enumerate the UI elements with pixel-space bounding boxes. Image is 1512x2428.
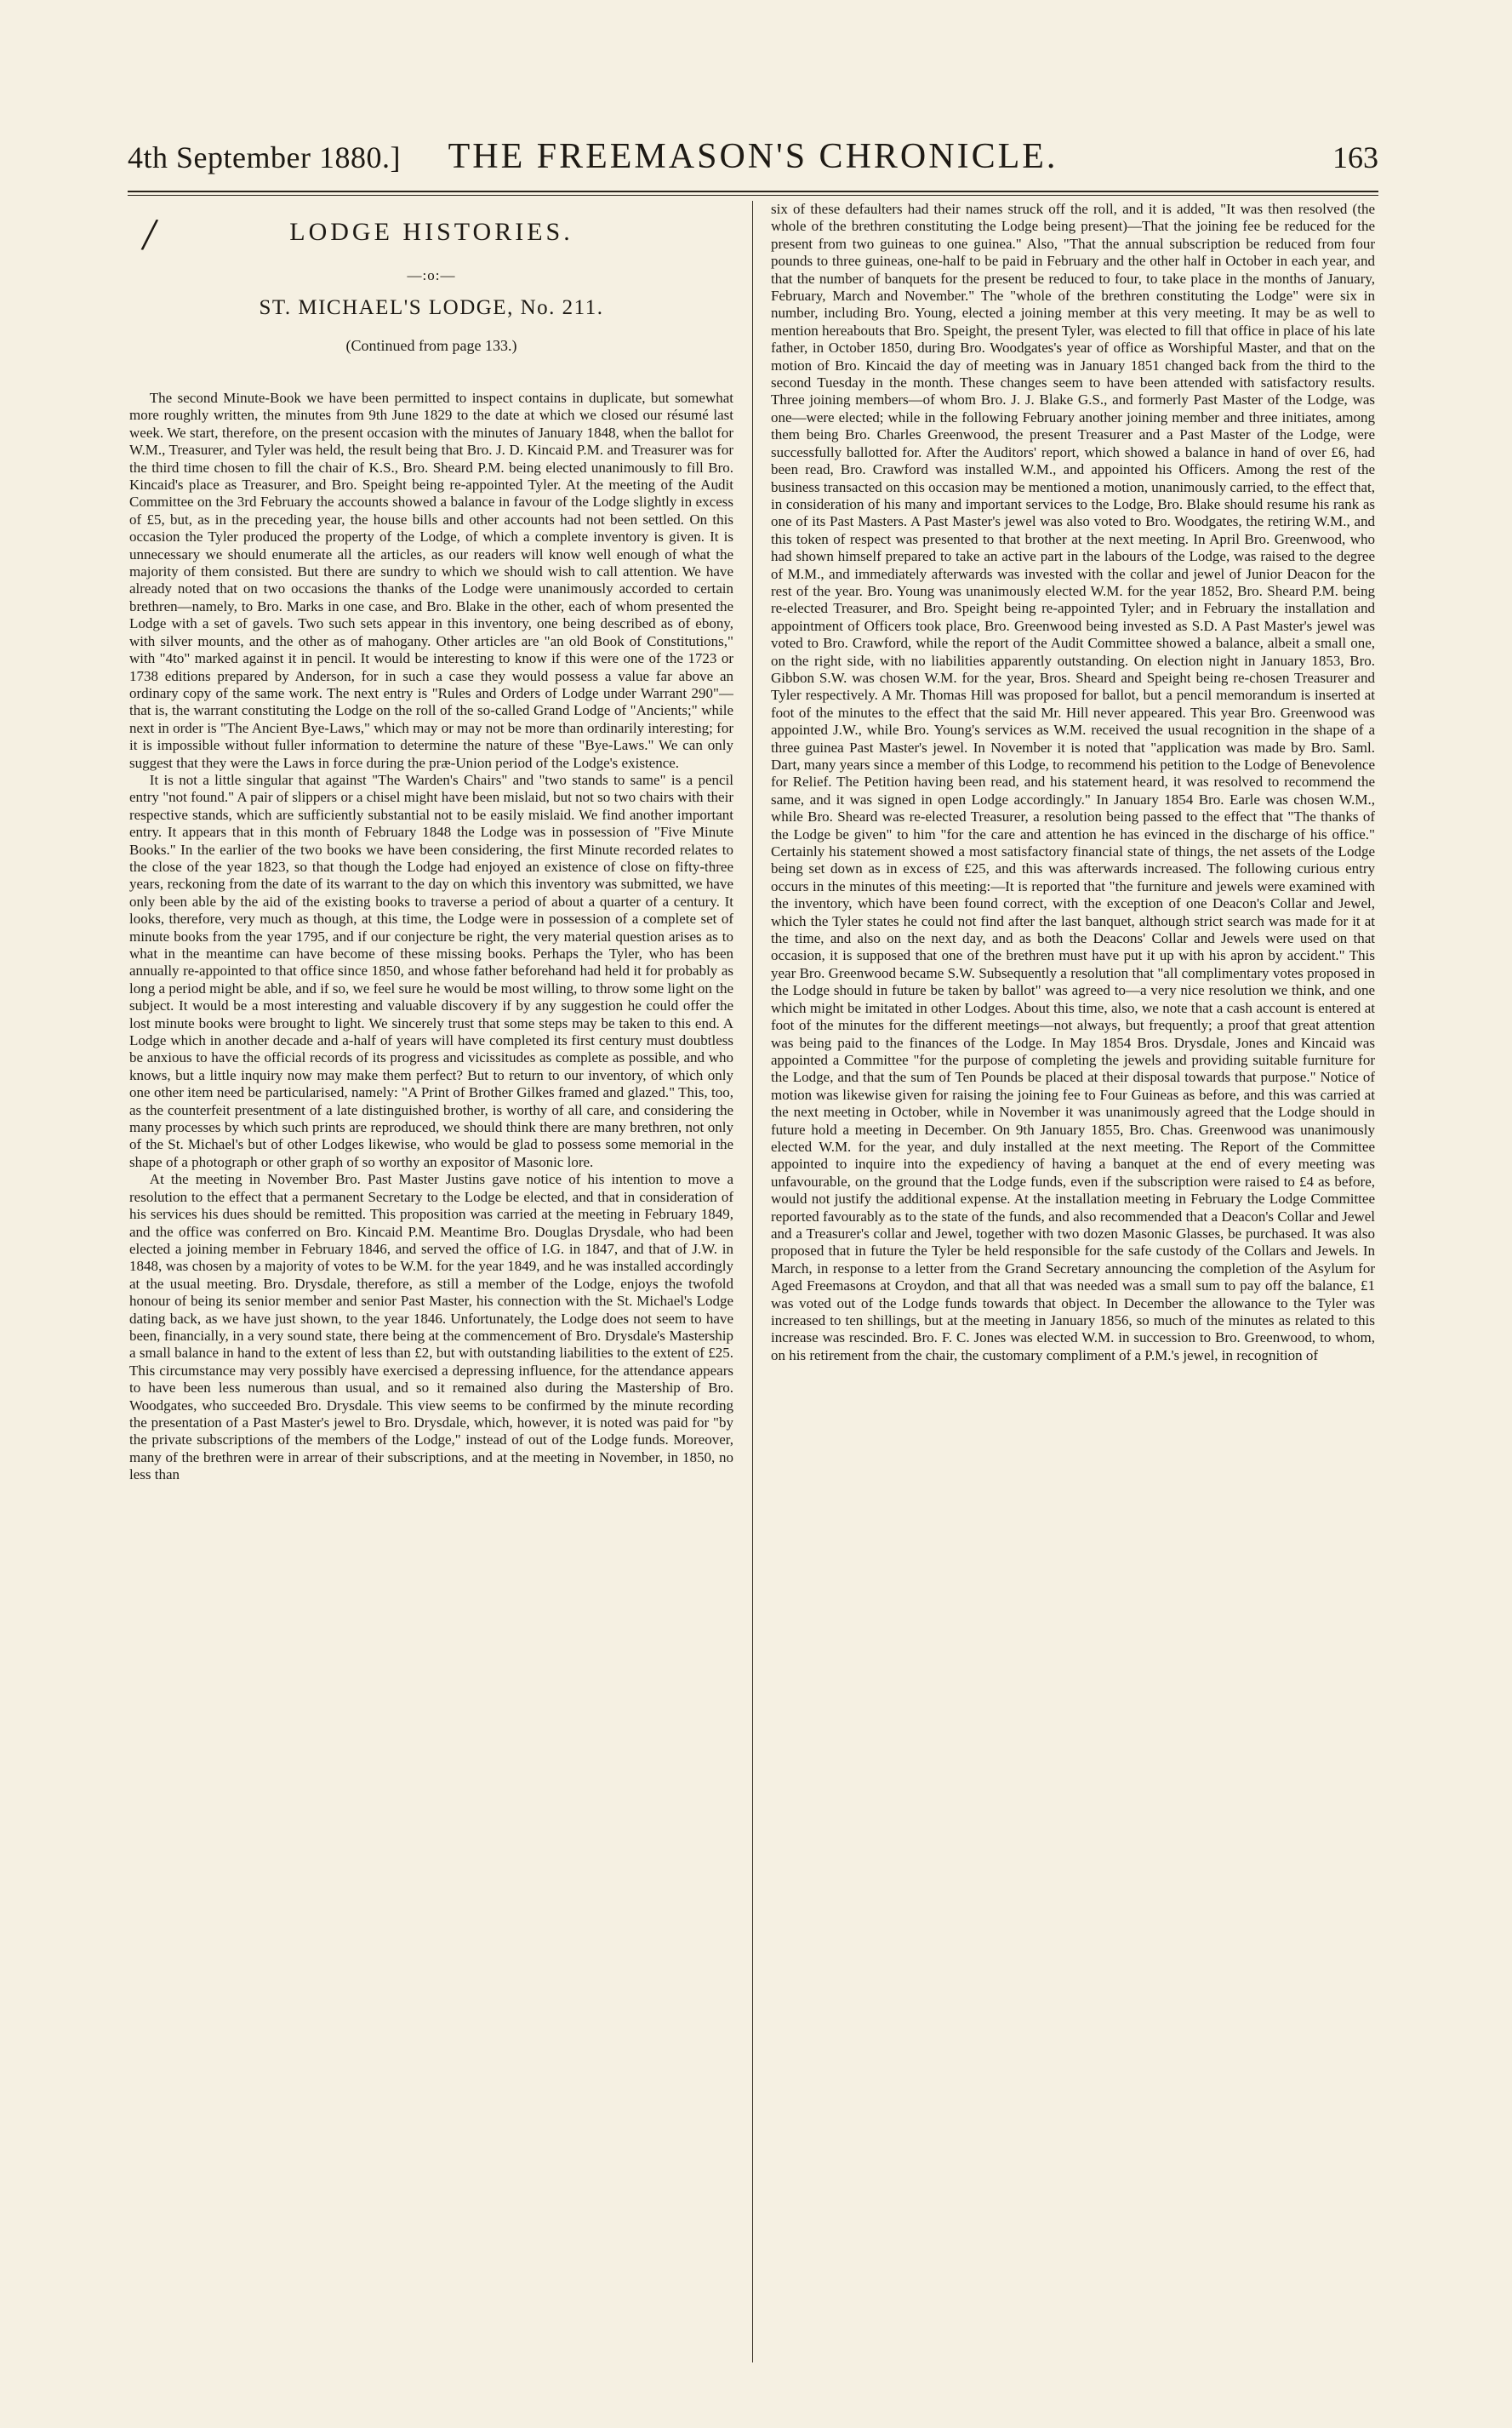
continued-note: (Continued from page 133.)	[345, 337, 517, 354]
article-heading	[129, 201, 733, 390]
issue-date: 4th September 1880.]	[128, 140, 401, 174]
masthead-rule	[128, 191, 1378, 192]
article-title: ST. MICHAEL'S LODGE, No. 211.	[259, 296, 604, 319]
handwritten-slash-mark: /	[139, 208, 160, 262]
page-number: 163	[1332, 140, 1378, 174]
section-separator: —:o:—	[407, 267, 456, 283]
paragraph: It is not a little singular that against "The Warden's Chairs" and "two stands to same" is a pencil entry "not found." A pair of slippers or a chisel might have been mislaid, but not so two chairs with their respective stands, which are sufficiently substantial not to be easily mislaid. We find another important entry. It appears that in this month of February 1848 the Lodge was in possession of "Five Minute Books." In the earlier of the two books we have been considering, the first Minute recorded relates to the close of the year 1823, so that though the Lodge had enjoyed an existence of close on fifty-three years, reckoning from the date of its warrant to the day on which this inventory was submitted, we have only been able by the aid of the existing books to traverse a period of about a quarter of a century. It looks, therefore, very much as though, at this time, the Lodge were in possession of a complete set of minute books from the year 1795, and if our conjecture be right, the very material question arises as to what in the meantime can have become of these missing books. Perhaps the Tyler, who has been annually re-appointed to that office since 1850, and whose father beforehand had held it for probably as long a period might be able, and if so, we feel sure he would be most willing, to throw some light on the subject. It would be a most interesting and valuable discovery if by any suggestion he could offer the lost minute books were brought to light. We sincerely trust that some steps may be taken to this end. A Lodge which in another decade and a-half of years will have completed its first century must doubtless be anxious to have the official records of its progress and vicissitudes as complete as possible, and who knows, but a little inquiry now may make them perfect? But to return to our inventory, of which only one other item need be particularised, namely: "A Print of Brother Gilkes framed and glazed." This, too, as the counterfeit presentment of a late distinguished brother, is worthy of all care, and considering the many processes by which such prints are reproduced, we should think there are many brethren, not only of the St. Michael's but of other Lodges likewise, who would be glad to possess some memorial in the shape of a photograph or other graph of so worthy an expositor of Masonic lore.	[129, 771, 733, 1170]
column-divider	[752, 201, 753, 2362]
paragraph: six of these defaulters had their names struck off the roll, and it is added, "It was then resolved (the whole of the brethren constituting the Lodge being present)—That the joining fee be reduced for the present from two guineas to one guinea." Also, "That the annual subscription be reduced from four pounds to three guineas, one-half to be paid in February and the other half in October in each year, and that the number of banquets for the present be reduced to four, to take place in the months of January, February, March and November." The "whole of the brethren constituting the Lodge" were six in number, including Bro. Young, elected a joining member at this very meeting. It may be as well to mention hereabouts that Bro. Speight, the present Tyler, was elected to fill that office in place of his late father, in October 1850, during Bro. Woodgates's year of office as Worshipful Master, and that on the motion of Bro. Kincaid the day of meeting was in January 1851 changed back from the third to the second Tuesday in the month. These changes seem to have been attended with satisfactory results. Three joining members—of whom Bro. J. J. Blake G.S., and formerly Past Master of the Lodge, was one—were elected; while in the following February another joining member and three initiates, among them being Bro. Charles Greenwood, the present Treasurer and a Past Master of the Lodge, were successfully ballotted for. After the Auditors' report, which showed a balance in hand of over £6, had been read, Bro. Crawford was installed W.M., and appointed his Officers. Among the rest of the business transacted on this occasion may be mentioned a motion, unanimously carried, to the effect that, in consideration of his many and important services to the Lodge, Bro. Blake should resume his rank as one of its Past Masters. A Past Master's jewel was also voted to Bro. Woodgates, the retiring W.M., and this token of respect was presented to that brother at the next meeting. In April Bro. Greenwood, who had shown himself prepared to take an active part in the labours of the Lodge, was raised to the degree of M.M., and immediately afterwards was invested with the collar and jewel of Junior Deacon for the rest of the year. Bro. Young was unanimously elected W.M. for the year 1852, Bro. Sheard P.M. being re-elected Treasurer, and Bro. Speight being re-appointed Tyler; and in February the installation and appointment of Officers took place, Bro. Greenwood being invested as S.D. A Past Master's jewel was voted to Bro. Crawford, while the report of the Audit Committee showed a balance, albeit a small one, on the right side, with no liabilities apparently outstanding. On election night in January 1853, Bro. Gibbon S.W. was chosen W.M. for the year, Bros. Sheard and Speight being re-chosen Treasurer and Tyler respectively. A Mr. Thomas Hill was proposed for ballot, but a pencil memorandum is inserted at foot of the minutes to the effect that the said Mr. Hill never appeared. This year Bro. Greenwood was appointed J.W., while Bro. Young's services as W.M. received the usual recognition in the shape of a three guinea Past Master's jewel. In November it is noted that "application was made by Bro. Saml. Dart, many years since a member of this Lodge, to recommend his petition to the Lodge of Benevolence for Relief. The Petition having been read, and his statement heard, it was resolved to recommend the same, and it was signed in open Lodge accordingly." In January 1854 Bro. Earle was chosen W.M., while Bro. Sheard was re-elected Treasurer, a resolution being passed to the effect that "The thanks of the Lodge be given" to him "for the care and attention he has evinced in the discharge of his office." Certainly his statement showed a most satisfactory financial state of things, the net assets of the Lodge being set down as in excess of £25, and this was afterwards increased. The following curious entry occurs in the minutes of this meeting:—It is reported that "the furniture and jewels were examined with the inventory, which have been found correct, with the exception of one Deacon's Collar and Jewel, which the Tyler states he could not find after the last banquet, although strict search was made for it at the time, and also on the next day, and as both the Deacons' Collar and Jewels were used on that occasion, it is supposed that one of the brethren must have put it up with his apron by accident." This year Bro. Greenwood became S.W. Subsequently a resolution that "all complimentary votes proposed in the Lodge should in future be taken by ballot" was agreed to—a very nice resolution we think, and one which might be imitated in other Lodges. About this time, also, we note that a cash account is entered at foot of the minutes for the different meetings—not always, but frequently; a proof that great attention was being paid to the finances of the Lodge. In May 1854 Bros. Drysdale, Jones and Kincaid was appointed a Committee "for the purpose of completing the jewels and providing suitable furniture for the Lodge, and that the sum of Ten Pounds be placed at their disposal towards that purpose." Notice of motion was likewise given for raising the joining fee to Four Guineas as before, and this was carried at the next meeting in October, while in November it was unanimously agreed that the Lodge should in future hold a meeting in December. On 9th January 1855, Bro. Chas. Greenwood was unanimously elected W.M. for the year, and duly installed at the next meeting. The Report of the Committee appointed to inquire into the expediency of having a banquet at the end of every meeting was unfavourable, on the ground that the Lodge funds, even if the subscription were raised to £4 as before, would not justify the additional expense. At the installation meeting in February the Lodge Committee reported favourably as to the state of the funds, and also recommended that a Deacon's Collar and Jewel and a Treasurer's collar and Jewel, together with two dozen Masonic Glasses, be purchased. It was also proposed that in future the Tyler be held responsible for the safe custody of the Collars and Jewels. In March, in response to a letter from the Grand Secretary announcing the completion of the Asylum for Aged Freemasons at Croydon, and that all that was needed was a small sum to pay off the balance, £1 was voted out of the Lodge funds towards that object. In December the allowance to the Tyler was increased to ten shillings, but at the meeting in January 1856, so much of the minutes as related to this increase was rescinded. Bro. F. C. Jones was elected W.M. in succession to Bro. Greenwood, to whom, on his retirement from the chair, the customary compliment of a P.M.'s jewel, in recognition of	[771, 201, 1375, 1363]
paragraph: At the meeting in November Bro. Past Master Justins gave notice of his intention to move a resolution to the effect that a permanent Secretary to the Lodge be elected, and that in consideration of his services his dues should be remitted. This proposition was carried at the meeting in February 1849, and the office was conferred on Bro. Kincaid P.M. Meantime Bro. Douglas Drysdale, who had been elected a joining member in February 1846, and served the office of I.G. in 1847, and that of J.W. in 1848, was chosen by a majority of votes to be W.M. for the year 1849, and he was installed accordingly at the usual meeting. Bro. Drysdale, therefore, as still a member of the Lodge, enjoys the twofold honour of being its senior member and senior Past Master, his connection with the St. Michael's Lodge dating back, as we have just shown, to the year 1846. Unfortunately, the Lodge does not seem to have been, financially, in a very sound state, there being at the commencement of Bro. Drysdale's Mastership a small balance in hand to the extent of less than £2, but with outstanding liabilities to the extent of £25. This circumstance may very possibly have exercised a depressing influence, for the attendance appears to have been less numerous than usual, and so it remained also during the Mastership of Bro. Woodgates, who succeeded Bro. Drysdale. This view seems to be confirmed by the minute recording the presentation of a Past Master's jewel to Bro. Drysdale, which, however, it is noted was paid for "by the private subscriptions of the members of the Lodge," instead of out of the Lodge funds. Moreover, many of the brethren were in arrear of their subscriptions, and at the meeting in November, in 1850, no less than	[129, 1171, 733, 1483]
masthead	[128, 134, 1378, 186]
masthead-rule-thin	[128, 195, 1378, 196]
section-title: LODGE HISTORIES.	[289, 218, 573, 246]
left-column	[129, 201, 733, 2379]
right-column	[771, 201, 1375, 2379]
paragraph: The second Minute-Book we have been permitted to inspect contains in duplicate, but somewhat more roughly written, the minutes from 9th June 1829 to the date at which we closed our résumé last week. We start, therefore, on the present occasion with the minutes of January 1848, when the ballot for W.M., Treasurer, and Tyler was held, the result being that Bro. J. D. Kincaid P.M. and Treasurer was for the third time chosen to fill the chair of K.S., Bro. Sheard P.M. being elected unanimously to fill Bro. Kincaid's place as Treasurer, and Bro. Speight being re-appointed Tyler. At the meeting of the Audit Committee on the 3rd February the accounts showed a balance in favour of the Lodge slightly in excess of £5, but, as in the preceding year, the house bills and other accounts had not been settled. On this occasion the Tyler produced the property of the Lodge, of which a complete inventory is given. It is unnecessary we should enumerate all the articles, as our readers will know well enough of what the majority of them consisted. But there are sundry to which we should wish to call attention. We have already noted that on two occasions the thanks of the Lodge were unanimously accorded to certain brethren—namely, to Bro. Marks in one case, and Bro. Blake in the other, each of whom presented the Lodge with a set of gavels. Two such sets appear in this inventory, one being described as of ebony, with silver mounts, and the other as of mahogany. Other articles are "an old Book of Constitutions," with "4to" marked against it in pencil. It would be interesting to know if this were one of the 1723 or 1738 editions prepared by Anderson, for in such a case they would possess a value far above an ordinary copy of the same work. The next entry is "Rules and Orders of Lodge under Warrant 290"—that is, the warrant constituting the Lodge on the roll of the so-called Grand Lodge of "Ancients;" while next in order is "The Ancient Bye-Laws," which may or may not be more than ordinarily interesting; for it is impossible without fuller information to determine the nature of these "Bye-Laws." We can only suggest that they were the Laws in force during the præ-Union period of the Lodge's existence.	[129, 390, 733, 771]
newspaper-title: THE FREEMASON'S CHRONICLE.	[448, 137, 1058, 176]
